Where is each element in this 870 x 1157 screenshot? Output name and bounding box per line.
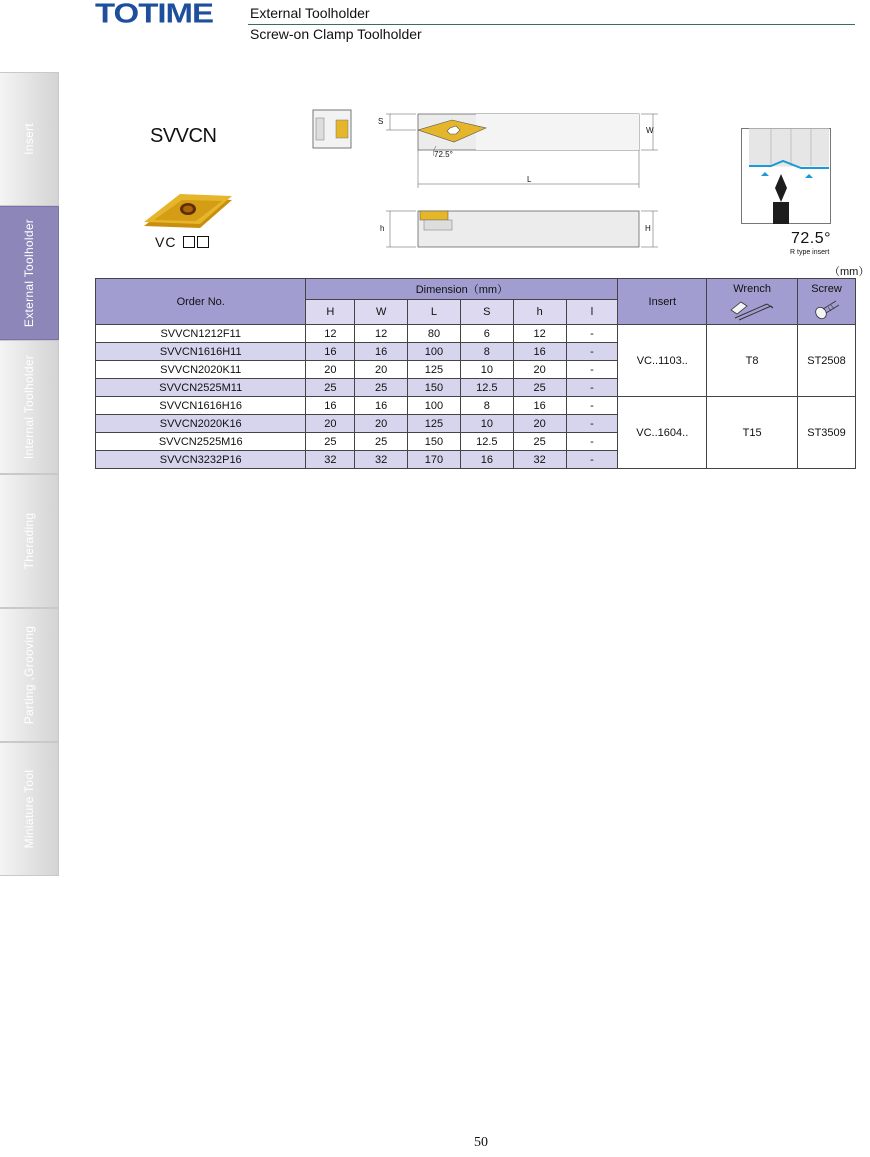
dim-cell: 25 [513,433,566,451]
screw-cell: ST3509 [798,397,856,469]
dim-cell: 16 [513,397,566,415]
header-subtitle: Screw-on Clamp Toolholder [250,26,422,42]
wrench-cell: T15 [707,397,798,469]
dim-label-angle: 72.5° [434,150,453,159]
dim-cell: - [566,379,618,397]
dim-cell: 8 [460,343,513,361]
dim-cell: 125 [408,361,461,379]
wrench-label: Wrench [733,283,771,295]
dim-cell: 6 [460,325,513,343]
dim-col-l: l [566,300,618,325]
cutting-diagram [741,128,831,224]
dim-cell: 20 [306,415,355,433]
table-row [96,397,856,415]
tab-label: External Toolholder [22,218,36,328]
dim-cell: - [566,433,618,451]
insert-code: VC [155,234,209,250]
wrench-header [707,279,798,325]
cutting-angle: 72.5° [791,230,832,247]
dim-cell: 20 [306,361,355,379]
insert-image [140,192,240,234]
dim-col-S: S [460,300,513,325]
dim-cell: - [566,361,618,379]
order-cell: SVVCN1616H16 [96,397,306,415]
dim-cell: 80 [408,325,461,343]
dim-cell: 20 [513,361,566,379]
dim-cell: 150 [408,433,461,451]
table-row [96,325,856,343]
order-cell: SVVCN2020K11 [96,361,306,379]
spec-table [95,278,856,469]
dim-cell: - [566,451,618,469]
insert-cell: VC..1103.. [618,325,707,397]
dim-cell: 12 [355,325,408,343]
order-cell: SVVCN2525M11 [96,379,306,397]
dim-cell: 16 [306,397,355,415]
order-no-header: Order No. [96,279,306,325]
dim-cell: 25 [355,433,408,451]
dim-cell: 100 [408,397,461,415]
screw-label: Screw [811,283,842,295]
wrench-icon [727,298,777,320]
side-tabs [0,72,59,876]
dim-col-H: H [306,300,355,325]
dim-cell: 10 [460,415,513,433]
order-cell: SVVCN2525M16 [96,433,306,451]
dim-cell: 20 [355,361,408,379]
tab-miniature-tool[interactable] [0,742,59,876]
dim-col-h: h [513,300,566,325]
dim-label-l: L [527,175,532,184]
dim-cell: 32 [355,451,408,469]
screw-icon [812,298,842,320]
dim-cell: 16 [460,451,513,469]
dim-label-h-big: H [645,224,651,233]
dim-cell: 125 [408,415,461,433]
insert-cell: VC..1604.. [618,397,707,469]
screw-cell: ST2508 [798,325,856,397]
units-label: （mm） [829,266,870,278]
dim-cell: 150 [408,379,461,397]
dim-cell: 25 [355,379,408,397]
dim-cell: 25 [306,433,355,451]
dim-cell: 100 [408,343,461,361]
header-divider [248,24,855,25]
dim-cell: 32 [513,451,566,469]
tab-external-toolholder[interactable] [0,206,59,340]
dim-col-W: W [355,300,408,325]
header-category: External Toolholder [250,5,370,21]
insert-type-note: R type insert [790,249,830,256]
wrench-cell: T8 [707,325,798,397]
side-view-drawing [376,204,666,252]
dim-cell: 32 [306,451,355,469]
dim-cell: 16 [355,343,408,361]
dim-cell: - [566,325,618,343]
order-cell: SVVCN1616H11 [96,343,306,361]
dim-cell: 16 [355,397,408,415]
dim-cell: 10 [460,361,513,379]
top-view-drawing [376,108,666,190]
dim-cell: 20 [513,415,566,433]
tab-label: Miniature Tool [22,769,36,849]
dim-cell: - [566,397,618,415]
dim-cell: - [566,415,618,433]
dim-label-w: W [646,126,654,135]
dim-cell: 12 [306,325,355,343]
page-number: 50 [474,1135,488,1150]
tab-internal-toolholder[interactable] [0,340,59,474]
tab-label: Insert [22,123,36,155]
dim-cell: 12.5 [460,379,513,397]
dim-cell: - [566,343,618,361]
order-cell: SVVCN1212F11 [96,325,306,343]
tab-parting-grooving[interactable] [0,608,59,742]
tab-insert[interactable] [0,72,59,206]
dim-cell: 25 [513,379,566,397]
dim-cell: 12.5 [460,433,513,451]
dim-col-L: L [408,300,461,325]
tab-label: Internal Toolholder [22,354,36,460]
screw-header [798,279,856,325]
dim-cell: 16 [306,343,355,361]
brand-logo: TOTIME [95,0,214,29]
dim-cell: 16 [513,343,566,361]
order-cell: SVVCN2020K16 [96,415,306,433]
dim-cell: 12 [513,325,566,343]
dim-label-s: S [378,117,384,126]
tab-therading[interactable] [0,474,59,608]
end-view-drawing [312,108,352,150]
product-model: SVVCN [150,125,217,147]
dim-cell: 20 [355,415,408,433]
dimension-header: Dimension（mm） [306,279,618,300]
insert-header: Insert [618,279,707,325]
order-cell: SVVCN3232P16 [96,451,306,469]
dim-label-h-small: h [380,224,385,233]
dim-cell: 8 [460,397,513,415]
dim-cell: 25 [306,379,355,397]
dim-cell: 170 [408,451,461,469]
tab-label: Parting ,Grooving [22,625,36,725]
tab-label: Therading [22,512,36,570]
